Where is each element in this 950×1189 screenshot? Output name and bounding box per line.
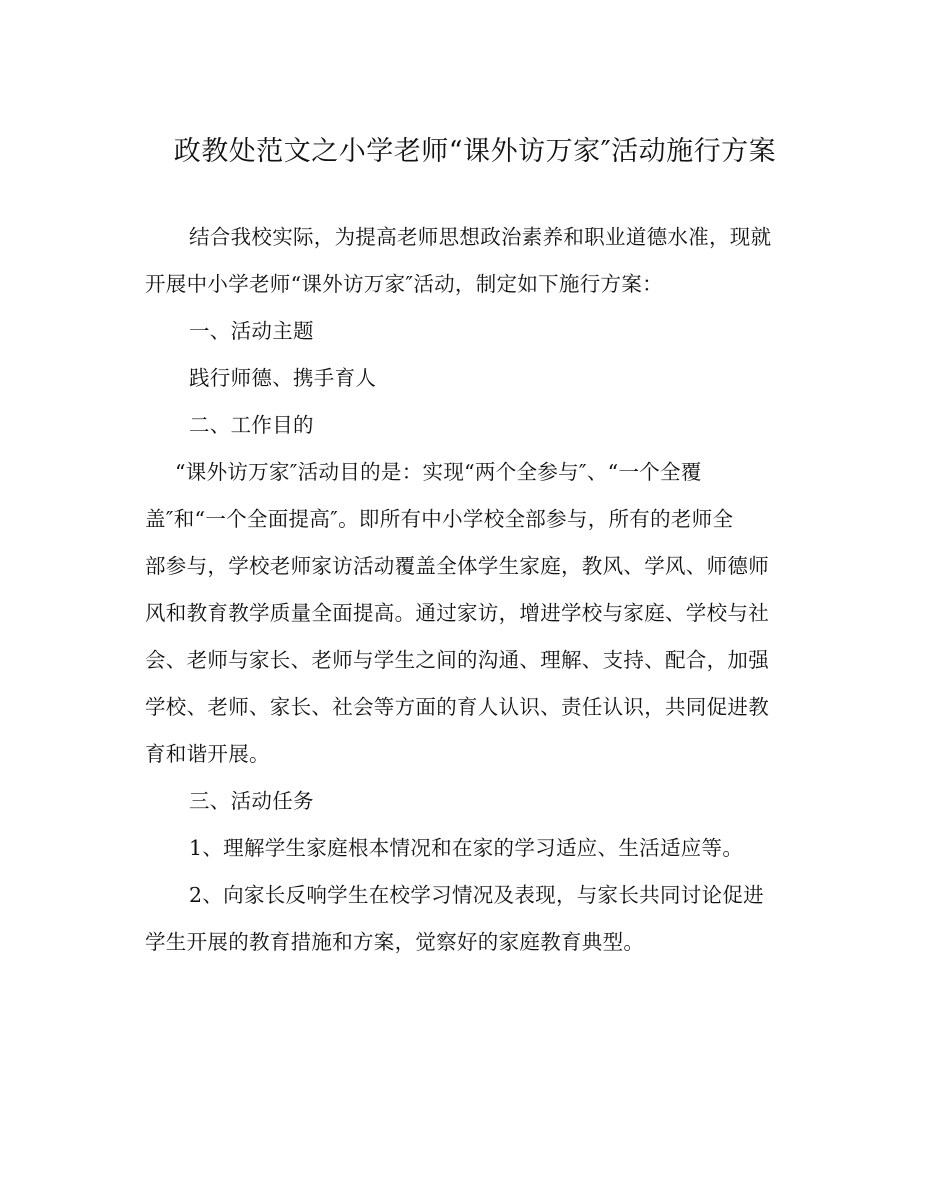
paragraph-intro-line-2: 开展中小学老师“课外访万家″活动，制定如下施行方案： xyxy=(145,272,663,296)
task-item-1: 1、理解学生家庭根本情况和在家的学习适应、生活适应等。 xyxy=(189,836,744,860)
purpose-paragraph-line-6: 学校、老师、家长、社会等方面的育人认识、责任认识，共同促进教 xyxy=(145,695,769,719)
purpose-paragraph-line-5: 会、老师与家长、老师与学生之间的沟通、理解、支持、配合，加强 xyxy=(145,648,769,672)
purpose-paragraph-line-3: 部参与，学校老师家访活动覆盖全体学生家庭，教风、学风、师德师 xyxy=(145,554,769,578)
purpose-paragraph-line-7: 育和谐开展。 xyxy=(145,742,270,766)
purpose-paragraph-line-1: “课外访万家″活动目的是：实现“两个全参与″、“一个全覆 xyxy=(175,460,702,484)
document-title: 政教处范文之小学老师“课外访万家″活动施行方案 xyxy=(173,136,777,167)
section-heading-purpose: 二、工作目的 xyxy=(189,413,314,437)
document-body xyxy=(145,214,805,966)
theme-text: 践行师德、携手育人 xyxy=(189,366,377,390)
purpose-paragraph-line-2: 盖″和“一个全面提高″。即所有中小学校全部参与，所有的老师全 xyxy=(145,507,734,531)
section-heading-tasks: 三、活动任务 xyxy=(189,789,314,813)
section-heading-theme: 一、活动主题 xyxy=(189,319,314,343)
paragraph-intro-line-1: 结合我校实际，为提高老师思想政治素养和职业道德水准，现就 xyxy=(189,225,772,249)
purpose-paragraph-line-4: 风和教育教学质量全面提高。通过家访，增进学校与家庭、学校与社 xyxy=(145,601,769,625)
task-item-2-line-1: 2、向家长反响学生在校学习情况及表现，与家长共同讨论促进 xyxy=(189,883,764,907)
task-item-2-line-2: 学生开展的教育措施和方案，觉察好的家庭教育典型。 xyxy=(145,930,645,954)
